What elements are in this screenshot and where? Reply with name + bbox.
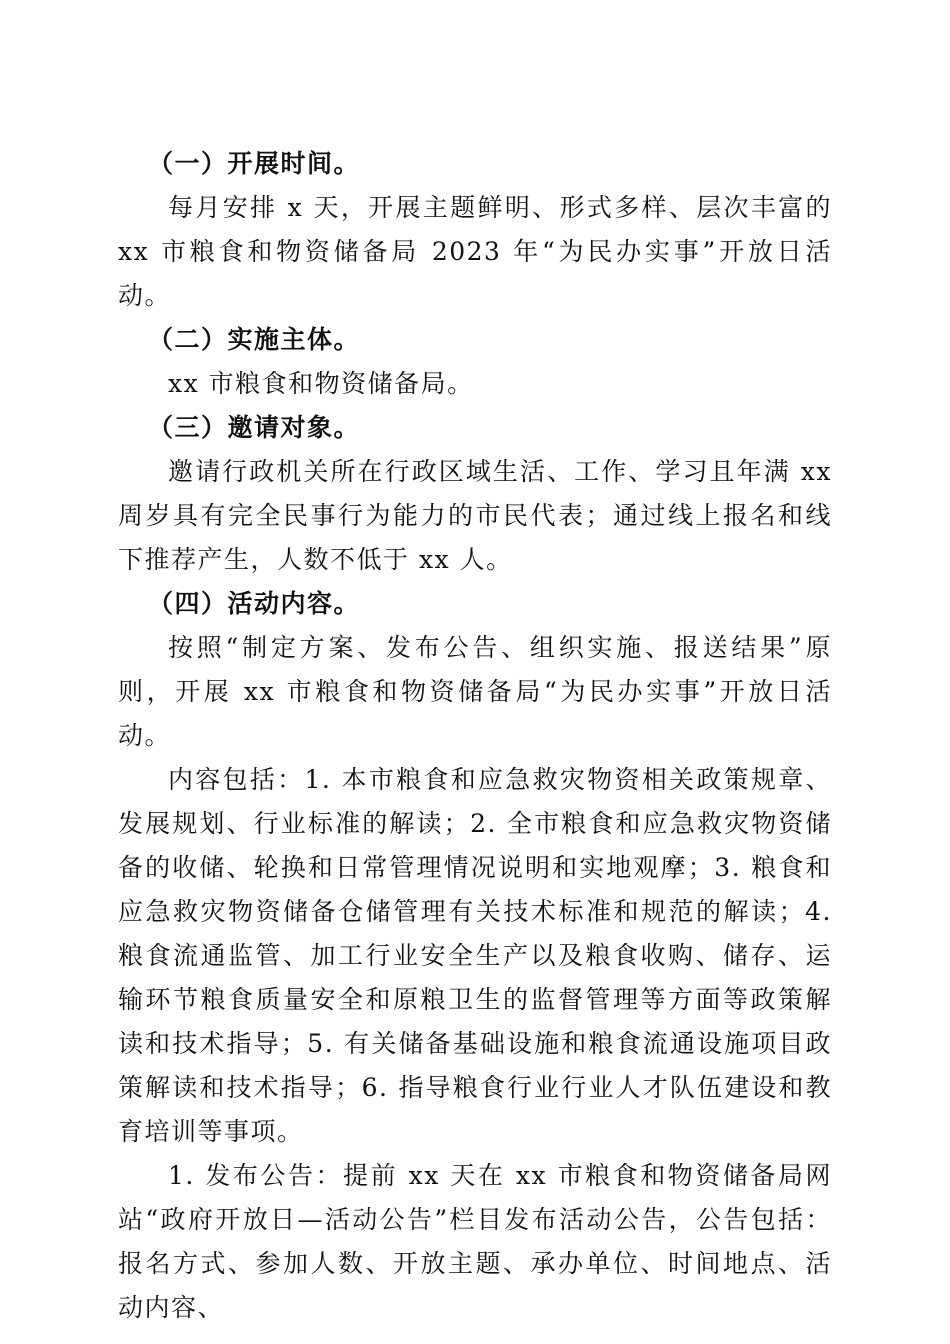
paragraph-principle: 按照“制定方案、发布公告、组织实施、报送结果”原则，开展 xx 市粮食和物资储备局“为民办实事”开放日活动。 xyxy=(118,633,832,750)
paragraph-time: 每月安排 x 天，开展主题鲜明、形式多样、层次丰富的 xx 市粮食和物资储备局 2023 年“为民办实事”开放日活动。 xyxy=(118,193,832,310)
section-heading-invitees: （三）邀请对象。 xyxy=(148,413,361,442)
section-heading-organizer: （二）实施主体。 xyxy=(148,325,361,354)
section-heading-content: （四）活动内容。 xyxy=(148,589,361,618)
document-body xyxy=(118,142,832,1330)
paragraph-organizer: xx 市粮食和物资储备局。 xyxy=(168,369,474,398)
paragraph-invitees: 邀请行政机关所在行政区域生活、工作、学习且年满 xx 周岁具有完全民事行为能力的市民代表；通过线上报名和线下推荐产生，人数不低于 xx 人。 xyxy=(118,457,832,574)
section-heading-time: （一）开展时间。 xyxy=(148,149,361,178)
paragraph-content-list: 内容包括：1. 本市粮食和应急救灾物资相关政策规章、发展规划、行业标准的解读；2. 全市粮食和应急救灾物资储备的收储、轮换和日常管理情况说明和实地观摩；3. 粮食和应急救灾物资储备仓储管理有关技术标准和规范的解读；4. 粮食流通监管、加工行业安全生产以及粮食收购、储存、运输环节粮食质量安全和原粮卫生的监督管理等方面等政策解读和技术指导；5. 有关储备基础设施和粮食流通设施项目政策解读和技术指导；6. 指导粮食行业行业人才队伍建设和教育培训等事项。 xyxy=(118,765,832,1146)
paragraph-announcement: 1. 发布公告：提前 xx 天在 xx 市粮食和物资储备局网站“政府开放日—活动公告”栏目发布活动公告，公告包括：报名方式、参加人数、开放主题、承办单位、时间地点、活动内容、 xyxy=(118,1161,832,1322)
